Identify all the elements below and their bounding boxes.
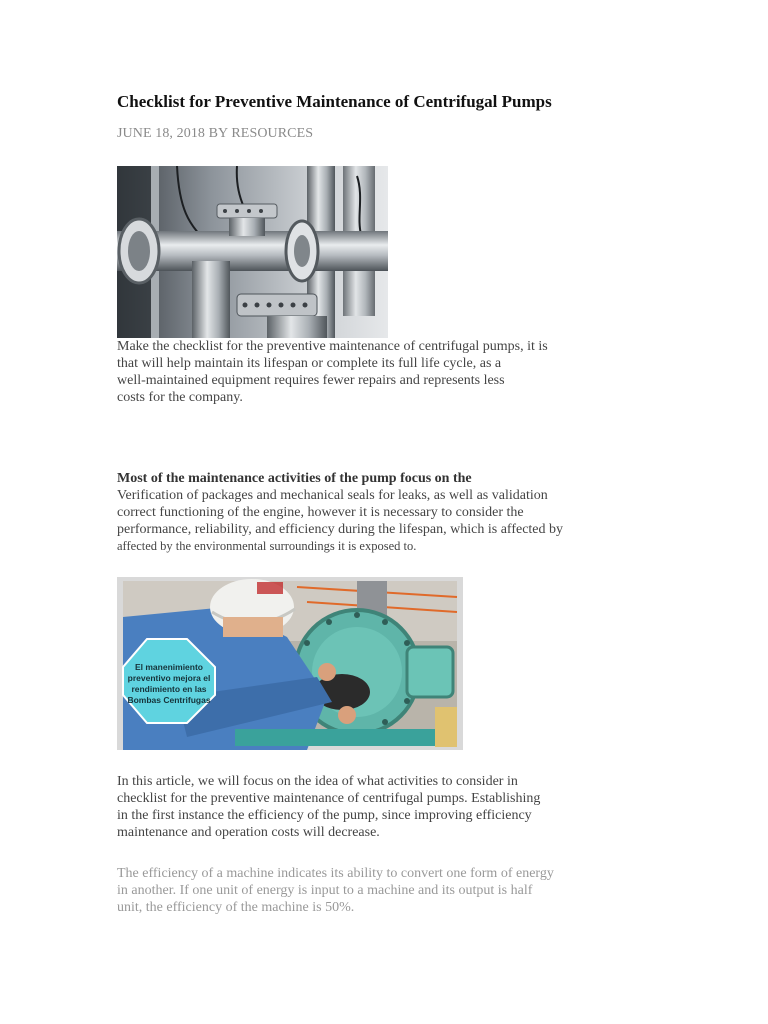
article-focus-paragraph <box>117 773 540 841</box>
paragraph-heading: Most of the maintenance activities of the pump focus on the <box>117 471 472 486</box>
worker-pump-illustration <box>117 577 463 750</box>
text-line: In this article, we will focus on the idea of what activities to consider in <box>117 774 518 789</box>
badge-line: El manenimiento <box>134 662 204 672</box>
text-line: correct functioning of the engine, however it is necessary to consider the <box>117 505 524 520</box>
efficiency-paragraph <box>117 865 554 916</box>
badge-line: rendimiento en las <box>131 684 207 694</box>
worker-pump-photo <box>117 577 463 750</box>
badge-line: preventivo mejora el <box>127 673 211 683</box>
text-line: Make the checklist for the preventive maintenance of centrifugal pumps, it is <box>117 339 548 354</box>
text-line: affected by the environmental surroundings it is exposed to. <box>117 539 417 553</box>
article-meta: JUNE 18, 2018 BY RESOURCES <box>117 126 314 141</box>
text-line: maintenance and operation costs will decrease. <box>117 825 380 840</box>
text-line: well-maintained equipment requires fewer repairs and represents less <box>117 373 505 388</box>
text-line: performance, reliability, and efficiency during the lifespan, which is affected by <box>117 522 564 537</box>
text-line: unit, the efficiency of the machine is 50%. <box>117 900 355 915</box>
text-line: Verification of packages and mechanical seals for leaks, as well as validation <box>117 488 548 503</box>
text-line: The efficiency of a machine indicates its ability to convert one form of energy <box>117 866 554 881</box>
text-line: in the first instance the efficiency of the pump, since improving efficiency <box>117 808 532 823</box>
article-title: Checklist for Preventive Maintenance of Centrifugal Pumps <box>117 92 552 111</box>
pipes-photo <box>117 166 388 338</box>
text-line: in another. If one unit of energy is input to a machine and its output is half <box>117 883 533 898</box>
badge-line: Bombas Centrifugas <box>127 695 211 705</box>
pipes-illustration <box>117 166 388 338</box>
text-line: checklist for the preventive maintenance of centrifugal pumps. Establishing <box>117 791 541 806</box>
intro-paragraph <box>117 338 548 406</box>
text-line: costs for the company. <box>117 390 243 405</box>
text-line: that will help maintain its lifespan or complete its full life cycle, as a <box>117 356 502 371</box>
maintenance-activities-paragraph <box>117 470 563 555</box>
